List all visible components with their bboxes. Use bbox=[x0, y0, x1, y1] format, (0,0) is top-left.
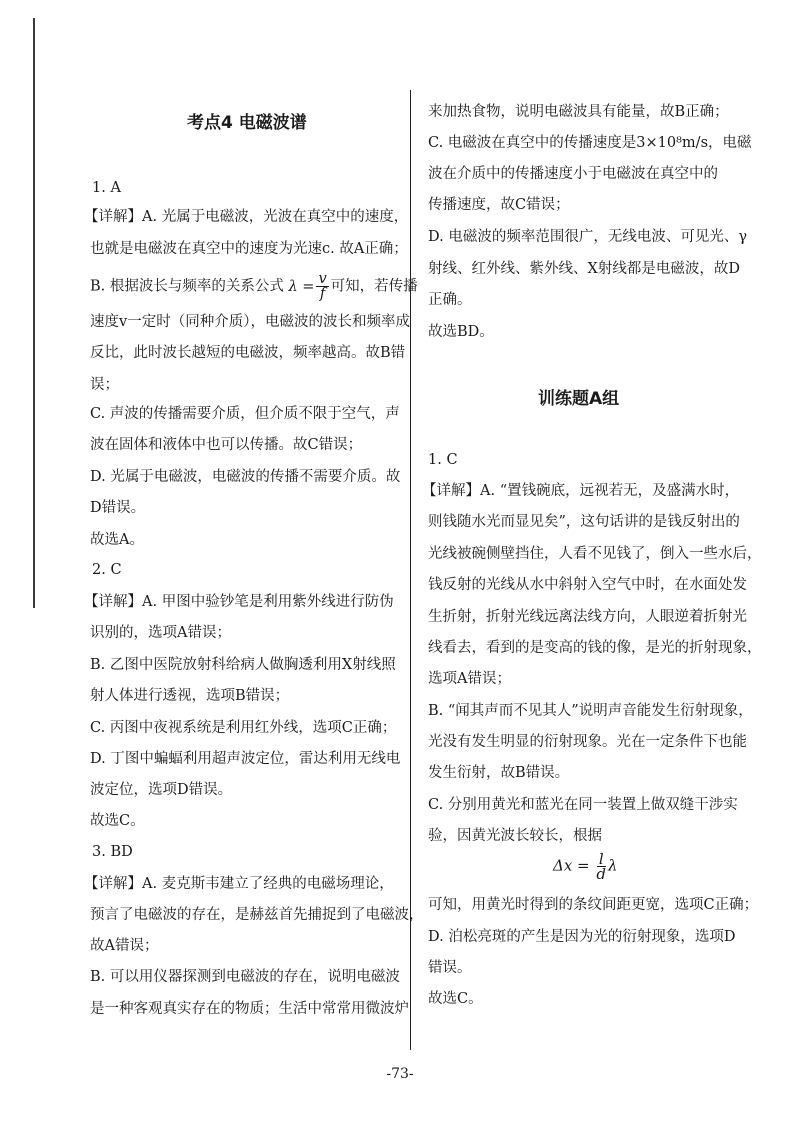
q3-cont-line: 传播速度，故C错误； bbox=[428, 197, 570, 213]
q3-cont-line: C. 电磁波在真空中的传播速度是3×10⁸m/s，电磁 bbox=[428, 135, 752, 151]
q2-line: C. 丙图中夜视系统是利用红外线，选项C正确； bbox=[90, 720, 397, 736]
q2-answer: 2. C bbox=[92, 562, 122, 578]
page-number: -73- bbox=[386, 1066, 414, 1082]
formula-rhs: λ bbox=[608, 856, 618, 875]
q1-line: C. 声波的传播需要介质，但介质不限于空气，声 bbox=[90, 406, 400, 422]
q1-line: 速度v一定时（同种介质），电磁波的波长和频率成 bbox=[90, 314, 410, 330]
formula-fraction bbox=[596, 852, 606, 881]
q2-line: 射人体进行透视，选项B错误； bbox=[90, 688, 290, 704]
t1-conclusion: 故选C。 bbox=[428, 991, 483, 1007]
formula-lhs: Δx = bbox=[553, 856, 590, 875]
q1-answer: 1. A bbox=[92, 180, 121, 196]
q3-conclusion: 故选BD。 bbox=[428, 324, 494, 340]
formula-denominator: d bbox=[596, 865, 607, 883]
section-heading-training: 训练题A组 bbox=[538, 389, 620, 409]
t1-line: 钱反射的光线从水中斜射入空气中时，在水面处发 bbox=[428, 577, 747, 593]
q3-line: 【详解】A. 麦克斯韦建立了经典的电磁场理论， bbox=[84, 876, 394, 892]
q2-conclusion: 故选C。 bbox=[90, 813, 145, 829]
t1-line: 光没有发生明显的衍射现象。光在一定条件下也能 bbox=[428, 734, 747, 750]
fraction-numerator: v bbox=[318, 271, 327, 287]
q2-line: 【详解】A. 甲图中验钞笔是利用紫外线进行防伪 bbox=[84, 594, 394, 610]
t1-line: 生折射，折射光线远离法线方向，人眼逆着折射光 bbox=[428, 609, 747, 625]
t1-line: 则钱随水光而显见矣”，这句话讲的是钱反射出的 bbox=[428, 514, 740, 530]
q3-cont-line: D. 电磁波的频率范围很广，无线电波、可见光、γ bbox=[428, 229, 747, 245]
margin-rule bbox=[33, 18, 35, 608]
t1-line: 光线被碗侧壁挡住，人看不见钱了，倒入一些水后， bbox=[428, 546, 762, 562]
t1-line: 发生衍射，故B错误。 bbox=[428, 765, 570, 781]
t1-line: 线看去，看到的是变高的钱的像，是光的折射现象， bbox=[428, 640, 762, 656]
q3-line: 是一种客观真实存在的物质；生活中常常用微波炉 bbox=[90, 1001, 409, 1017]
q2-line: 识别的，选项A错误； bbox=[90, 625, 231, 641]
t1-line: 可知，用黄光时得到的条纹间距更宽，选项C正确； bbox=[428, 897, 759, 913]
formula-numerator: l bbox=[598, 850, 604, 868]
t1-line: B. “闻其声而不见其人”说明声音能发生衍射现象， bbox=[428, 703, 753, 719]
q3-cont-line: 正确。 bbox=[428, 292, 472, 308]
t1-line: D. 泊松亮斑的产生是因为光的衍射现象，选项D bbox=[428, 929, 736, 945]
t1-answer: 1. C bbox=[428, 452, 458, 468]
t1-line: 【详解】A. “置钱碗底，远视若无，及盛满水时， bbox=[422, 483, 740, 499]
t1-line: 错误。 bbox=[428, 960, 472, 976]
q3-answer: 3. BD bbox=[92, 844, 133, 860]
q1-line: D. 光属于电磁波，电磁波的传播不需要介质。故 bbox=[90, 469, 401, 485]
q1-line: 【详解】A. 光属于电磁波，光波在真空中的速度， bbox=[84, 209, 409, 225]
wavelength-fraction bbox=[316, 272, 328, 301]
q3-line: 预言了电磁波的存在，是赫兹首先捕捉到了电磁波， bbox=[90, 907, 424, 923]
q1-line: 误； bbox=[90, 377, 119, 393]
t1-line: 验，因黄光波长较长，根据 bbox=[428, 828, 602, 844]
q1-line: D错误。 bbox=[90, 500, 146, 516]
q3-cont-line: 波在介质中的传播速度小于电磁波在真空中的 bbox=[428, 166, 718, 182]
q1-line-text: B. 根据波长与频率的关系公式 bbox=[90, 278, 284, 295]
q2-line: B. 乙图中医院放射科给病人做胸透利用X射线照 bbox=[90, 657, 396, 673]
interference-formula bbox=[553, 852, 618, 881]
q1-conclusion: 故选A。 bbox=[90, 532, 144, 548]
section-heading: 考点4 电磁波谱 bbox=[187, 113, 307, 133]
q1-line: 波在固体和液体中也可以传播。故C错误； bbox=[90, 437, 363, 453]
fraction-denominator: f bbox=[319, 286, 326, 302]
q1-line-text: 可知，若传播 bbox=[330, 278, 418, 295]
q1-formula-line bbox=[90, 272, 418, 301]
t1-line: 选项A错误； bbox=[428, 671, 511, 687]
t1-line: C. 分别用黄光和蓝光在同一装置上做双缝干涉实 bbox=[428, 797, 738, 813]
lambda-symbol: λ = bbox=[288, 278, 315, 295]
q3-line: 故A错误； bbox=[90, 938, 159, 954]
q3-line: B. 可以用仪器探测到电磁波的存在，说明电磁波 bbox=[90, 969, 400, 985]
q2-line: D. 丁图中蝙蝠利用超声波定位，雷达利用无线电 bbox=[90, 751, 401, 767]
q2-line: 波定位，选项D错误。 bbox=[90, 782, 233, 798]
q1-line: 也就是电磁波在真空中的速度为光速c. 故A正确； bbox=[90, 241, 408, 257]
q3-cont-line: 来加热食物，说明电磁波具有能量，故B正确； bbox=[428, 104, 729, 120]
q1-line: 反比，此时波长越短的电磁波，频率越高。故B错 bbox=[90, 345, 406, 361]
q3-cont-line: 射线、红外线、紫外线、X射线都是电磁波，故D bbox=[428, 261, 740, 277]
